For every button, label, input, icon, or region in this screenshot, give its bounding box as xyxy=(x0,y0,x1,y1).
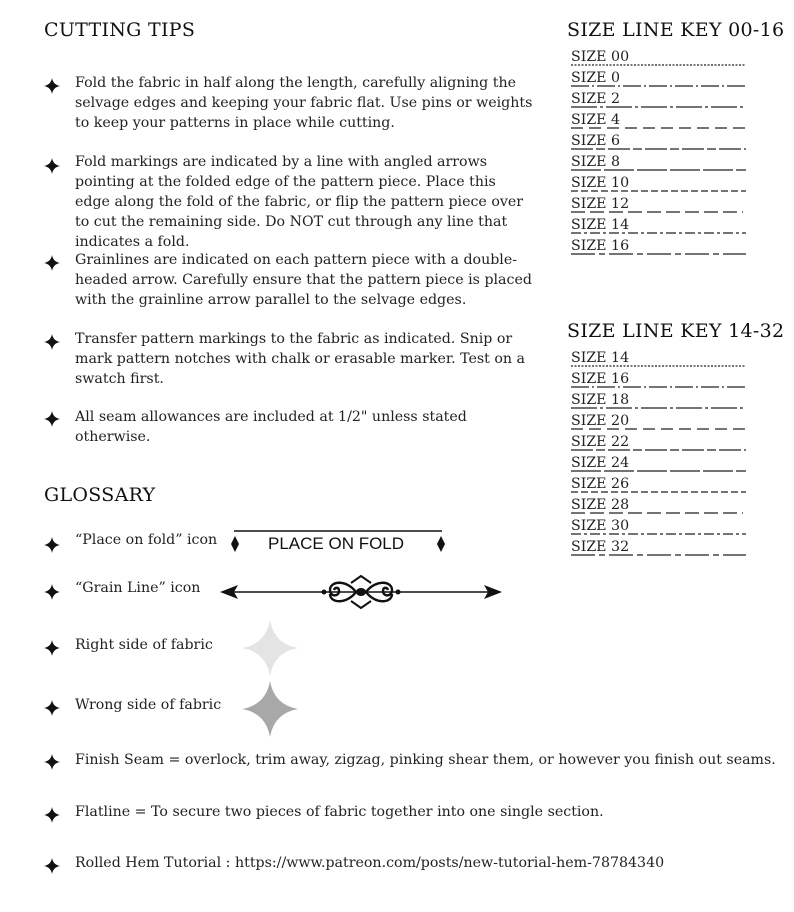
place-on-fold-text: PLACE ON FOLD xyxy=(268,534,405,553)
glossary-right-side-label: Right side of fabric xyxy=(75,637,213,653)
size-line-sample xyxy=(571,553,751,557)
size-key-row xyxy=(571,392,751,413)
star-bullet-icon xyxy=(44,584,60,600)
size-label: SIZE 26 xyxy=(571,476,630,492)
size-key-row xyxy=(571,518,751,539)
size-label: SIZE 0 xyxy=(571,70,621,86)
size-key-heading: SIZE LINE KEY 14-32 xyxy=(567,320,785,342)
glossary-grain-label: “Grain Line” icon xyxy=(75,580,201,596)
size-label: SIZE 2 xyxy=(571,91,621,107)
size-label: SIZE 14 xyxy=(571,217,630,233)
size-line-sample xyxy=(571,427,751,431)
grain-line-icon xyxy=(218,573,504,611)
size-key-row xyxy=(571,455,751,476)
size-key-row xyxy=(571,413,751,434)
size-line-sample xyxy=(571,364,751,368)
glossary-flatline: Flatline = To secure two pieces of fabric together into one single section. xyxy=(75,804,604,820)
cutting-tips-heading: CUTTING TIPS xyxy=(44,19,196,41)
size-key-row xyxy=(571,217,751,238)
size-line-sample xyxy=(571,406,751,410)
size-label: SIZE 30 xyxy=(571,518,630,534)
size-line-sample xyxy=(571,210,751,214)
star-bullet-icon xyxy=(44,411,60,427)
size-key-list xyxy=(571,49,751,259)
star-bullet-icon xyxy=(44,255,60,271)
cutting-tip: Fold the fabric in half along the length, carefully aligning the selvage edges and keeping your fabric flat. Use pins or weights to keep your patterns in place while cutting. xyxy=(75,75,533,131)
size-key-row xyxy=(571,196,751,217)
size-key-row xyxy=(571,434,751,455)
rolled-hem-tutorial-link[interactable]: Rolled Hem Tutorial : https://www.patreon.com/posts/new-tutorial-hem-78784340 xyxy=(75,855,665,871)
star-bullet-icon xyxy=(44,537,60,553)
size-key-row xyxy=(571,133,751,154)
size-label: SIZE 32 xyxy=(571,539,630,555)
size-label: SIZE 6 xyxy=(571,133,621,149)
glossary-fold-label: “Place on fold” icon xyxy=(75,532,218,548)
size-key-row xyxy=(571,175,751,196)
size-label: SIZE 22 xyxy=(571,434,630,450)
size-line-sample xyxy=(571,63,751,67)
star-bullet-icon xyxy=(44,807,60,823)
size-key-row xyxy=(571,350,751,371)
size-key-row xyxy=(571,112,751,133)
star-bullet-icon xyxy=(44,754,60,770)
size-key-row xyxy=(571,154,751,175)
size-key-row xyxy=(571,70,751,91)
size-line-sample xyxy=(571,84,751,88)
star-bullet-icon xyxy=(44,640,60,656)
size-line-sample xyxy=(571,126,751,130)
size-key-row xyxy=(571,49,751,70)
glossary-finish-seam: Finish Seam = overlock, trim away, zigzag, pinking shear them, or however you finish out seams. xyxy=(75,752,776,768)
cutting-tip: Grainlines are indicated on each pattern piece with a double-headed arrow. Carefully ensure that the pattern piece is placed with the grainline arrow parallel to the selvage edges. xyxy=(75,252,532,308)
size-label: SIZE 16 xyxy=(571,238,630,254)
size-line-sample xyxy=(571,252,751,256)
star-bullet-icon xyxy=(44,858,60,874)
size-key-row xyxy=(571,91,751,112)
cutting-tip: All seam allowances are included at 1/2" unless stated otherwise. xyxy=(75,409,467,445)
size-key-heading: SIZE LINE KEY 00-16 xyxy=(567,19,785,41)
size-label: SIZE 12 xyxy=(571,196,630,212)
star-bullet-icon xyxy=(44,78,60,94)
wrong-side-fabric-icon xyxy=(242,681,298,737)
size-key-row xyxy=(571,497,751,518)
size-line-sample xyxy=(571,147,751,151)
size-key-row xyxy=(571,539,751,560)
size-label: SIZE 18 xyxy=(571,392,630,408)
size-label: SIZE 28 xyxy=(571,497,630,513)
size-label: SIZE 00 xyxy=(571,49,630,65)
size-label: SIZE 10 xyxy=(571,175,630,191)
glossary-heading: GLOSSARY xyxy=(44,484,156,506)
size-label: SIZE 14 xyxy=(571,350,630,366)
size-label: SIZE 24 xyxy=(571,455,630,471)
size-key-row xyxy=(571,476,751,497)
size-line-sample xyxy=(571,189,751,193)
size-line-sample xyxy=(571,105,751,109)
size-label: SIZE 8 xyxy=(571,154,621,170)
star-bullet-icon xyxy=(44,158,60,174)
size-key-row xyxy=(571,371,751,392)
size-label: SIZE 16 xyxy=(571,371,630,387)
size-label: SIZE 20 xyxy=(571,413,630,429)
size-line-sample xyxy=(571,385,751,389)
size-key-list xyxy=(571,350,751,560)
star-bullet-icon xyxy=(44,334,60,350)
glossary-wrong-side-label: Wrong side of fabric xyxy=(75,697,222,713)
size-line-sample xyxy=(571,511,751,515)
size-line-sample xyxy=(571,448,751,452)
size-line-sample xyxy=(571,231,751,235)
size-key-row xyxy=(571,238,751,259)
cutting-tip: Transfer pattern markings to the fabric as indicated. Snip or mark pattern notches with chalk or erasable marker. Test on a swatch first. xyxy=(75,331,525,387)
size-line-sample xyxy=(571,490,751,494)
size-line-sample xyxy=(571,532,751,536)
size-line-sample xyxy=(571,168,751,172)
cutting-tip: Fold markings are indicated by a line with angled arrows pointing at the folded edge of the pattern piece. Place this edge along the fold of the fabric, or flip the pattern piece over to cut the remaining side. Do NOT cut through any line that indicates a fold. xyxy=(75,154,524,250)
size-label: SIZE 4 xyxy=(571,112,621,128)
right-side-fabric-icon xyxy=(242,620,298,676)
star-bullet-icon xyxy=(44,700,60,716)
size-line-sample xyxy=(571,469,751,473)
